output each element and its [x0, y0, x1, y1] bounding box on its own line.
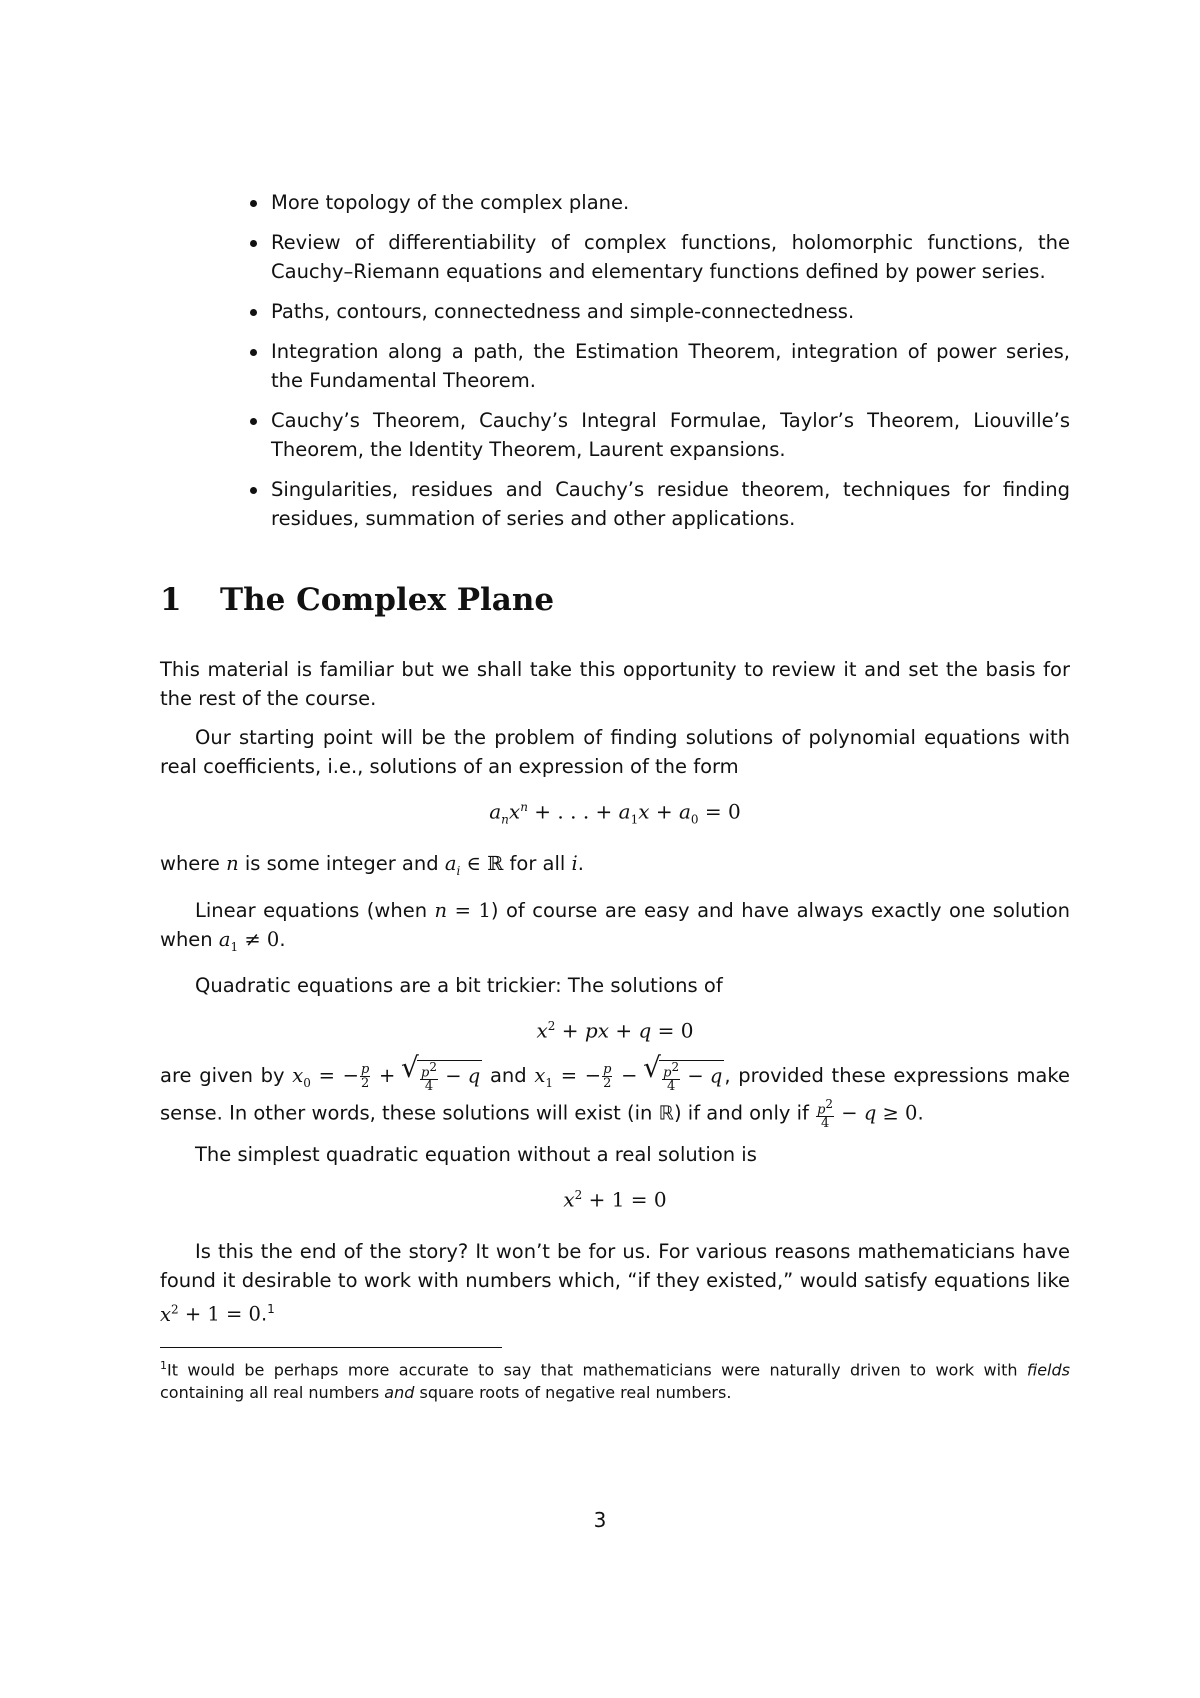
footnote-marker: 1: [267, 1302, 275, 1317]
paragraph-quadratic: Quadratic equations are a bit trickier: The solutions of: [195, 974, 723, 998]
paragraph-linear: Linear equations (when n = 1) of course are easy and have always exactly one solution when $a_1 \ne 0$.: [160, 898, 1070, 954]
footnote-divider: [160, 1347, 502, 1348]
list-item: Singularities, residues and Cauchy’s residue theorem, techniques for finding residues, summation of series and other applications.: [271, 475, 1070, 533]
page-content: [160, 188, 1070, 1404]
list-item: Integration along a path, the Estimation Theorem, integration of power series, the Fundamental Theorem.: [271, 337, 1070, 395]
paragraph-intro: This material is familiar but we shall take this opportunity to review it and set the basis for the rest of the course.: [160, 658, 1070, 710]
paragraph-where-n: where n is some integer and $a_i$ ∈ ℝ for all i.: [160, 851, 584, 878]
paragraph-story: Is this the end of the story? It won’t be for us. For various reasons mathematicians have found it desirable to work with numbers which, “if they existed,” would satisfy equations like $x^2 + 1 = 0.^1$: [160, 1240, 1070, 1326]
list-item: Paths, contours, connectedness and simple-connectedness.: [271, 297, 1070, 326]
section-title: The Complex Plane: [220, 582, 555, 618]
footnote: $^1$It would be perhaps more accurate to say that mathematicians were naturally driven to work with fields containing all real numbers and square roots of negative real numbers.: [160, 1358, 1070, 1402]
equation-quadratic: $x^2$ + px + q = 0: [536, 1019, 694, 1044]
section-heading: [160, 580, 1070, 620]
paragraph-starting-point: Our starting point will be the problem of finding solutions of polynomial equations with real coefficients, i.e., solutions of an expression of the form: [160, 726, 1070, 778]
topic-list: [160, 188, 1070, 533]
page-number: 3: [593, 1508, 607, 1532]
list-item: More topology of the complex plane.: [271, 188, 1070, 217]
equation-x2-plus-1: $x^2 + 1 = 0$: [563, 1188, 667, 1213]
paragraph-simplest: The simplest quadratic equation without a real solution is: [195, 1143, 757, 1167]
section-number: 1: [160, 582, 182, 618]
footnote-mark: 1: [160, 1358, 167, 1372]
equation-polynomial: $a_nx^n$ + . . . + $a_1x + a_0 = 0$: [489, 799, 741, 827]
paragraph-given-by: are given by $x_0$ = − $\frac{p}{2}$ + √ $\frac{p^2}{4}$ − q and $x_1$ = − $\frac{p}{2}$ − √ $\frac{p^2}{4}$ − q , provided these expressions make sense. In other words, these solutions will exist (in ℝ) if and only if $\frac{p^2}{4}$ − q ≥ 0.: [160, 1060, 1070, 1130]
list-item: Cauchy’s Theorem, Cauchy’s Integral Formulae, Taylor’s Theorem, Liouville’s Theorem, the Identity Theorem, Laurent expansions.: [271, 406, 1070, 464]
list-item: Review of differentiability of complex functions, holomorphic functions, the Cauchy–Riemann equations and elementary functions defined by power series.: [271, 228, 1070, 286]
